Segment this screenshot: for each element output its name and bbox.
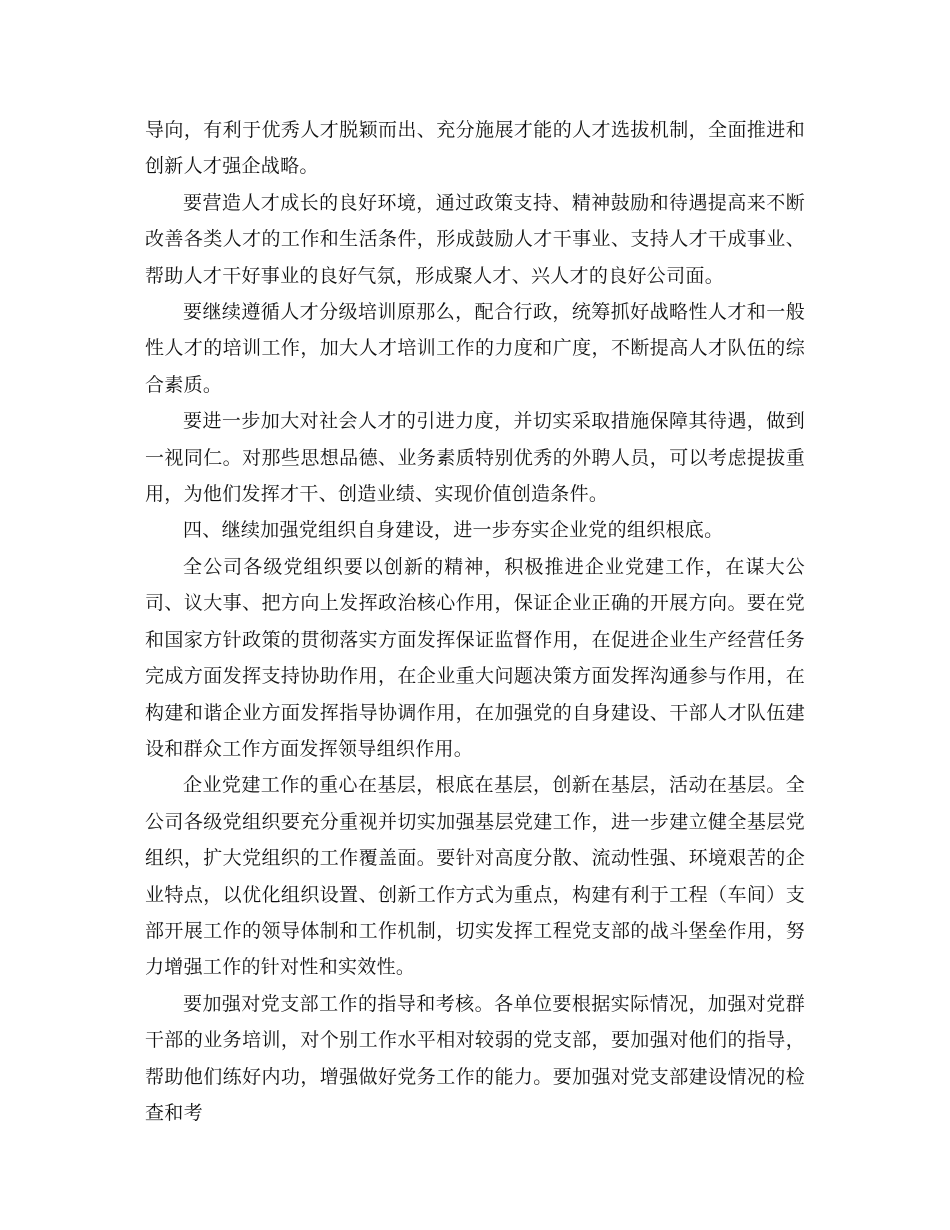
paragraph-3: 要继续遵循人才分级培训原那么，配合行政，统筹抓好战略性人才和一般性人才的培训工作，加大人才培训工作的力度和广度，不断提高人才队伍的综合素质。 (145, 301, 805, 396)
paragraph-7: 企业党建工作的重心在基层，根底在基层，创新在基层，活动在基层。全公司各级党组织要充分重视并切实加强基层党建工作，进一步建立健全基层党组织，扩大党组织的工作覆盖面。要针对高度分散、流动性强、环境艰苦的企业特点，以优化组织设置、创新工作方式为重点，构建有利于工程（车间）支部开展工作的领导体制和工作机制，切实发挥工程党支部的战斗堡垒作用，努力增强工作的针对性和实效性。 (145, 774, 805, 979)
paragraph-4: 要进一步加大对社会人才的引进力度，并切实采取措施保障其待遇，做到一视同仁。对那些思想品德、业务素质特别优秀的外聘人员，可以考虑提拔重用，为他们发挥才干、创造业绩、实现价值创造条件。 (145, 410, 805, 506)
section-heading-4: 四、继续加强党组织自身建设，进一步夯实企业党的组织根底。 (183, 519, 724, 542)
document-body (145, 112, 805, 1131)
paragraph-6: 全公司各级党组织要以创新的精神，积极推进企业党建工作，在谋大公司、议大事、把方向上发挥政治核心作用，保证企业正确的开展方向。要在党和国家方针政策的贯彻落实方面发挥保证监督作用，在促进企业生产经营任务完成方面发挥支持协助作用，在企业重大问题决策方面发挥沟通参与作用，在构建和谐企业方面发挥指导协调作用，在加强党的自身建设、干部人才队伍建设和群众工作方面发挥领导组织作用。 (145, 555, 805, 760)
paragraph-1: 导向，有利于优秀人才脱颖而出、充分施展才能的人才选拔机制，全面推进和创新人才强企战略。 (145, 119, 805, 178)
paragraph-2: 要营造人才成长的良好环境，通过政策支持、精神鼓励和待遇提高来不断改善各类人才的工作和生活条件，形成鼓励人才干事业、支持人才干成事业、帮助人才干好事业的良好气氛，形成聚人才、兴人才的良好公司面。 (145, 191, 805, 287)
paragraph-8: 要加强对党支部工作的指导和考核。各单位要根据实际情况，加强对党群干部的业务培训，对个别工作水平相对较弱的党支部，要加强对他们的指导，帮助他们练好内功，增强做好党务工作的能力。要加强对党支部建设情况的检查和考 (145, 992, 805, 1124)
